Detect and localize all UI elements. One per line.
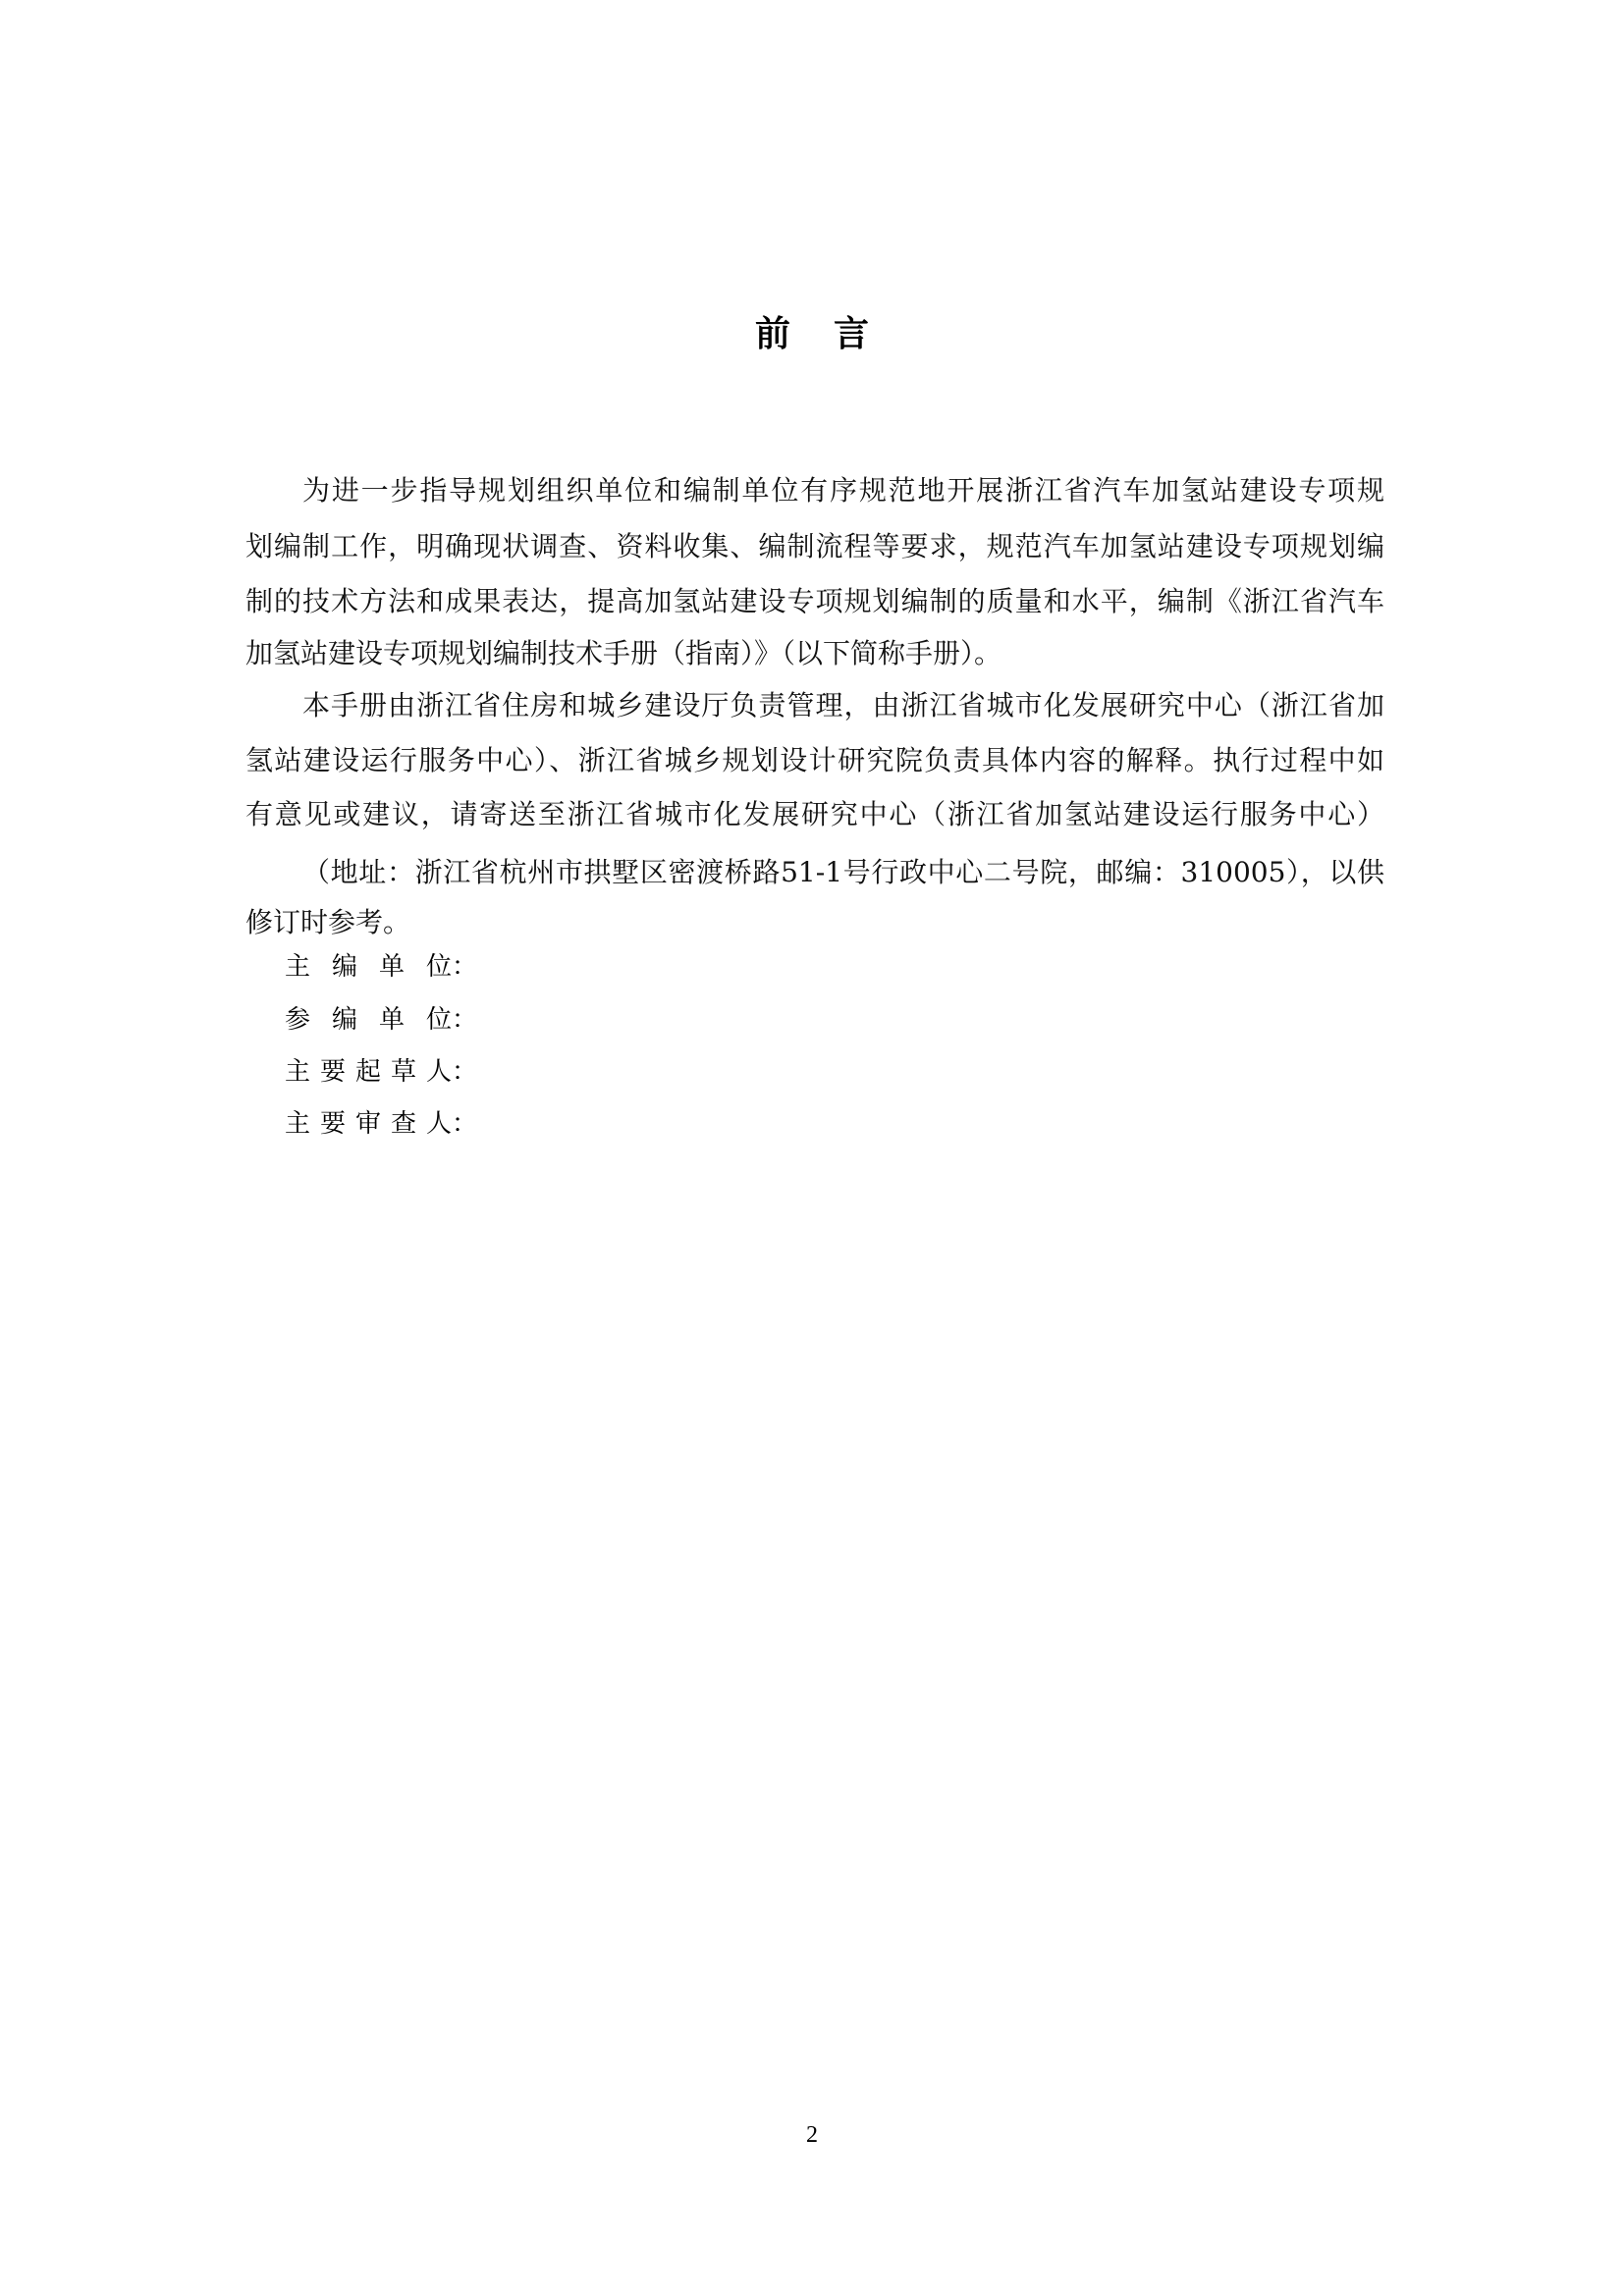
paragraph-3-line-2: 修订时参考。 bbox=[245, 906, 411, 938]
paragraph-1-line-1: 为进一步指导规划组织单位和编制单位有序规范地开展浙江省汽车加氢站建设专项规 bbox=[302, 474, 1384, 507]
credit-participating-unit bbox=[285, 1003, 477, 1037]
paragraph-2-line-3: 有意见或建议，请寄送至浙江省城市化发展研究中心（浙江省加氢站建设运行服务中心） bbox=[245, 798, 1384, 830]
credit-colon: ： bbox=[452, 1057, 478, 1087]
credit-label: 主要起草人 bbox=[285, 1057, 452, 1087]
credit-chief-editor-unit bbox=[285, 950, 477, 984]
paragraph-1-line-4: 加氢站建设专项规划编制技术手册（指南）》（以下简称手册）。 bbox=[245, 637, 1002, 669]
credit-label: 参编单位 bbox=[285, 1005, 452, 1035]
paragraph-3-line-1: （地址：浙江省杭州市拱墅区密渡桥路51-1号行政中心二号院，邮编：310005），以供 bbox=[302, 856, 1384, 888]
page-title: 前言 bbox=[754, 314, 912, 354]
credit-colon: ： bbox=[452, 952, 478, 982]
credit-main-drafters bbox=[285, 1055, 477, 1089]
credit-label: 主要审查人 bbox=[285, 1109, 452, 1139]
paragraph-2-line-2: 氢站建设运行服务中心）、浙江省城乡规划设计研究院负责具体内容的解释。执行过程中如 bbox=[245, 744, 1384, 776]
credit-main-reviewers bbox=[285, 1107, 477, 1141]
paragraph-1-line-3: 制的技术方法和成果表达，提高加氢站建设专项规划编制的质量和水平，编制《浙江省汽车 bbox=[245, 585, 1384, 617]
credit-label: 主编单位 bbox=[285, 952, 452, 982]
paragraph-2-line-1: 本手册由浙江省住房和城乡建设厅负责管理，由浙江省城市化发展研究中心（浙江省加 bbox=[302, 689, 1384, 721]
page-number: 2 bbox=[806, 2122, 818, 2148]
credit-colon: ： bbox=[452, 1109, 478, 1139]
paragraph-1-line-2: 划编制工作，明确现状调查、资料收集、编制流程等要求，规范汽车加氢站建设专项规划编 bbox=[245, 530, 1384, 562]
credit-colon: ： bbox=[452, 1005, 478, 1035]
